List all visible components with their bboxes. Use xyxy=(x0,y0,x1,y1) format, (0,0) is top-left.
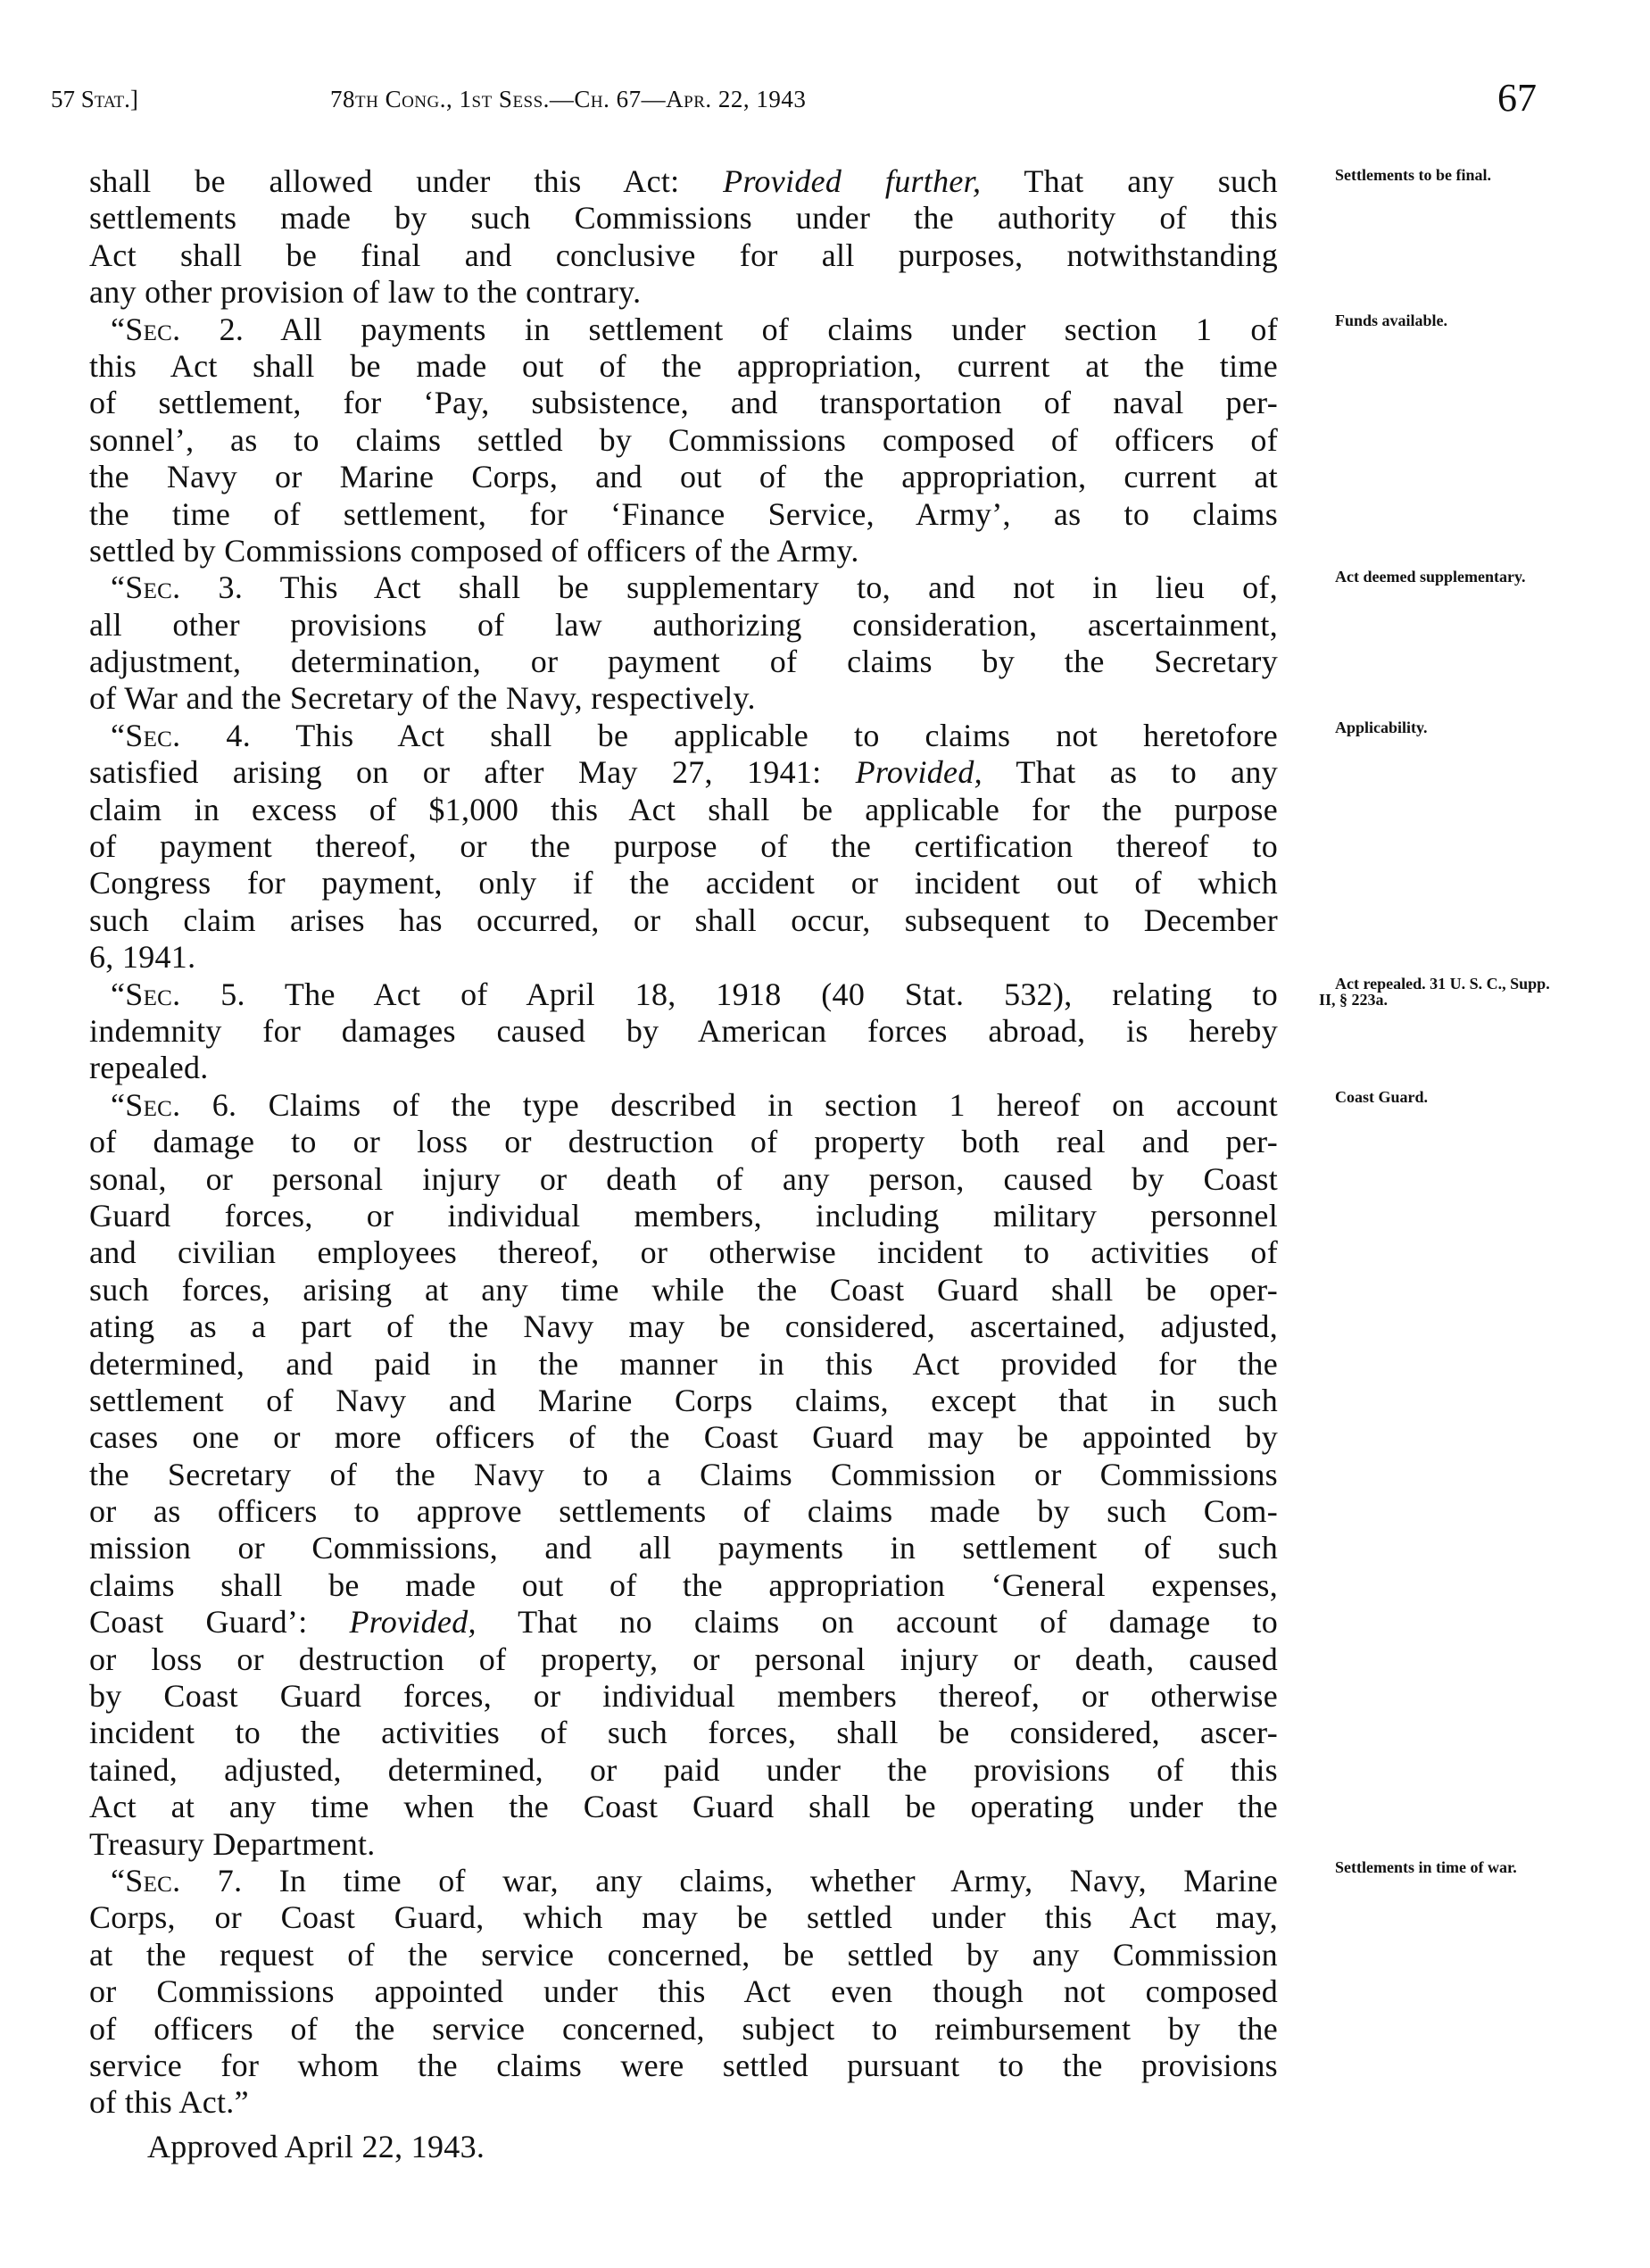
text-segment: 6, 1941. xyxy=(89,939,196,976)
text-segment: That no claims on account of damage to xyxy=(476,1604,1278,1641)
text-segment: such forces, arising at any time while the Coast Guard shall be oper- xyxy=(89,1271,1278,1308)
margin-note: Act deemed supplementary. xyxy=(1335,568,1526,586)
text-segment: . 2. All payments in settlement of claims under section 1 of xyxy=(172,311,1278,347)
text-segment: determined, and paid in the manner in this Act provided for the xyxy=(89,1345,1278,1382)
margin-note: Funds available. xyxy=(1335,312,1448,329)
text-line xyxy=(89,1198,1278,1234)
text-segment: “ xyxy=(111,311,126,347)
text-segment: Corps, or Coast Guard, which may be settled under this Act may, xyxy=(89,1899,1278,1936)
text-line xyxy=(89,348,1278,385)
section-label: Sec xyxy=(125,1862,173,1898)
text-line xyxy=(89,1826,1278,1863)
text-line xyxy=(89,1899,1278,1936)
text-line xyxy=(89,2048,1278,2084)
text-segment: “ xyxy=(111,1862,126,1898)
text-line xyxy=(89,496,1278,533)
text-segment: “ xyxy=(111,1086,126,1123)
text-segment: any other provision of law to the contrary. xyxy=(89,274,642,311)
text-segment: indemnity for damages caused by American forces abroad, is hereby xyxy=(89,1012,1278,1049)
page-number: 67 xyxy=(1497,76,1537,120)
text-segment: of settlement, for ‘Pay, subsistence, and transportation of naval per- xyxy=(89,385,1278,421)
text-line xyxy=(89,1234,1278,1271)
text-line xyxy=(89,754,1278,791)
text-segment: of officers of the service concerned, subject to reimbursement by the xyxy=(89,2010,1278,2047)
volume-bracket: ] xyxy=(129,86,138,112)
text-line xyxy=(89,828,1278,865)
text-line xyxy=(89,1604,1278,1641)
text-line xyxy=(89,1308,1278,1345)
text-line xyxy=(89,680,1278,717)
section-label: Sec xyxy=(125,569,173,606)
text-segment: “ xyxy=(111,717,126,753)
text-line xyxy=(89,792,1278,828)
text-line xyxy=(89,1789,1278,1825)
text-line xyxy=(89,200,1278,237)
text-line xyxy=(89,237,1278,274)
margin-note: Applicability. xyxy=(1335,719,1428,736)
text-segment: . 6. Claims of the type described in section 1 hereof on account xyxy=(172,1086,1278,1123)
text-line xyxy=(89,865,1278,901)
italic-text: Provided, xyxy=(855,754,983,791)
text-line xyxy=(89,644,1278,680)
text-line xyxy=(89,1493,1278,1530)
text-line xyxy=(89,1863,1278,1899)
text-segment: Guard forces, or individual members, including military personnel xyxy=(89,1197,1278,1234)
text-line xyxy=(89,1346,1278,1383)
section-label: Sec xyxy=(125,1086,173,1123)
text-line xyxy=(89,459,1278,495)
text-line xyxy=(89,2011,1278,2048)
text-segment: sonal, or personal injury or death of any person, caused by Coast xyxy=(89,1160,1278,1197)
text-segment: the Navy or Marine Corps, and out of the appropriation, current at xyxy=(89,459,1278,495)
text-line xyxy=(89,1715,1278,1751)
text-segment: Act at any time when the Coast Guard shall be operating under the xyxy=(89,1789,1278,1825)
text-segment: of this Act.” xyxy=(89,2084,249,2121)
text-line xyxy=(89,1937,1278,1973)
text-segment: “ xyxy=(111,569,126,606)
text-segment: Act shall be final and conclusive for all purposes, notwithstanding xyxy=(89,237,1278,273)
text-segment: adjustment, determination, or payment of claims by the Secretary xyxy=(89,644,1278,680)
approval-line: Approved April 22, 1943. xyxy=(147,2129,485,2164)
text-line xyxy=(89,163,1278,200)
text-line xyxy=(89,312,1278,348)
text-line xyxy=(89,1013,1278,1050)
text-segment: sonnel’, as to claims settled by Commissions composed of officers of xyxy=(89,421,1278,458)
text-segment: or loss or destruction of property, or personal injury or death, caused xyxy=(89,1641,1278,1677)
text-segment: . 3. This Act shall be supplementary to, and not in lieu of, xyxy=(172,569,1278,606)
text-segment: or as officers to approve settlements of claims made by such Com- xyxy=(89,1493,1278,1530)
statute-volume xyxy=(51,86,138,113)
text-segment: That as to any xyxy=(982,754,1278,791)
volume-label: Stat. xyxy=(80,86,130,112)
text-segment: . 5. The Act of April 18, 1918 (40 Stat. 532), relating to xyxy=(172,976,1278,1012)
text-line xyxy=(89,607,1278,644)
text-segment: of War and the Secretary of the Navy, respectively. xyxy=(89,680,756,717)
statute-text xyxy=(89,163,1278,2122)
section-label: Sec xyxy=(125,311,173,347)
text-segment: Congress for payment, only if the accident or incident out of which xyxy=(89,865,1278,901)
text-line xyxy=(89,1383,1278,1419)
text-line xyxy=(89,1272,1278,1308)
text-line xyxy=(89,976,1278,1013)
text-segment: Coast Guard’: xyxy=(89,1604,350,1641)
text-segment: by Coast Guard forces, or individual members thereof, or otherwise xyxy=(89,1678,1278,1715)
text-line xyxy=(89,902,1278,939)
text-segment: claims shall be made out of the appropriation ‘General expenses, xyxy=(89,1566,1278,1603)
text-segment: ating as a part of the Navy may be considered, ascertained, adjusted, xyxy=(89,1308,1278,1345)
text-line xyxy=(89,1457,1278,1493)
italic-text: Provided further, xyxy=(723,163,982,199)
text-segment: Treasury Department. xyxy=(89,1825,376,1862)
text-line xyxy=(89,274,1278,311)
margin-note: Act repealed. 31 U. S. C., Supp. II, § 223a. xyxy=(1319,975,1550,1009)
volume-number: 57 xyxy=(51,86,81,112)
text-line xyxy=(89,2084,1278,2121)
text-line xyxy=(89,1124,1278,1160)
text-segment: the Secretary of the Navy to a Claims Commission or Commissions xyxy=(89,1456,1278,1492)
text-line xyxy=(89,718,1278,754)
text-line xyxy=(89,1973,1278,2010)
text-segment: of payment thereof, or the purpose of the certification thereof to xyxy=(89,828,1278,865)
text-segment: That any such xyxy=(981,163,1278,199)
margin-note: Coast Guard. xyxy=(1335,1088,1429,1106)
text-segment: claim in excess of $1,000 this Act shall be applicable for the purpose xyxy=(89,791,1278,827)
text-segment: at the request of the service concerned, be settled by any Commission xyxy=(89,1936,1278,1973)
text-segment: . 4. This Act shall be applicable to claims not heretofore xyxy=(172,717,1278,753)
text-segment: and civilian employees thereof, or otherwise incident to activities of xyxy=(89,1234,1278,1271)
text-segment: settled by Commissions composed of officers of the Army. xyxy=(89,532,859,569)
section-label: Sec xyxy=(125,717,173,753)
text-segment: settlement of Navy and Marine Corps claims, except that in such xyxy=(89,1382,1278,1418)
section-label: Sec xyxy=(125,976,173,1012)
text-line xyxy=(89,1752,1278,1789)
text-segment: the time of settlement, for ‘Finance Service, Army’, as to claims xyxy=(89,495,1278,532)
text-segment: repealed. xyxy=(89,1050,209,1086)
text-line xyxy=(89,533,1278,569)
margin-note: Settlements in time of war. xyxy=(1335,1858,1517,1876)
text-segment: mission or Commissions, and all payments in settlement of such xyxy=(89,1530,1278,1566)
text-segment: cases one or more officers of the Coast Guard may be appointed by xyxy=(89,1419,1278,1456)
text-segment: incident to the activities of such forces, shall be considered, ascer- xyxy=(89,1715,1278,1751)
text-line xyxy=(89,1678,1278,1715)
text-line xyxy=(89,1530,1278,1566)
text-segment: this Act shall be made out of the appropriation, current at the time xyxy=(89,347,1278,384)
text-line xyxy=(89,1161,1278,1198)
text-segment: “ xyxy=(111,976,126,1012)
text-line xyxy=(89,385,1278,421)
text-line xyxy=(89,939,1278,976)
session-chapter-date: 78th Cong., 1st Sess.—Ch. 67—Apr. 22, 1943 xyxy=(330,86,807,112)
text-segment: tained, adjusted, determined, or paid under the provisions of this xyxy=(89,1751,1278,1788)
text-segment: service for whom the claims were settled pursuant to the provisions xyxy=(89,2047,1278,2083)
text-segment: settlements made by such Commissions under the authority of this xyxy=(89,200,1278,237)
text-line xyxy=(89,1050,1278,1086)
text-segment: satisfied arising on or after May 27, 1941: xyxy=(89,754,856,791)
margin-note: Settlements to be final. xyxy=(1335,166,1491,184)
text-segment: such claim arises has occurred, or shall occur, subsequent to December xyxy=(89,901,1278,938)
text-segment: . 7. In time of war, any claims, whether Army, Navy, Marine xyxy=(172,1862,1278,1898)
text-segment: or Commissions appointed under this Act even though not composed xyxy=(89,1973,1278,2010)
text-line xyxy=(89,1087,1278,1124)
text-segment: all other provisions of law authorizing consideration, ascertainment, xyxy=(89,606,1278,643)
text-line xyxy=(89,1641,1278,1678)
text-line xyxy=(89,1419,1278,1456)
text-segment: shall be allowed under this Act: xyxy=(89,163,724,199)
text-line xyxy=(89,569,1278,606)
text-line xyxy=(89,1567,1278,1604)
text-segment: of damage to or loss or destruction of property both real and per- xyxy=(89,1124,1278,1160)
italic-text: Provided, xyxy=(349,1604,477,1641)
text-line xyxy=(89,422,1278,459)
